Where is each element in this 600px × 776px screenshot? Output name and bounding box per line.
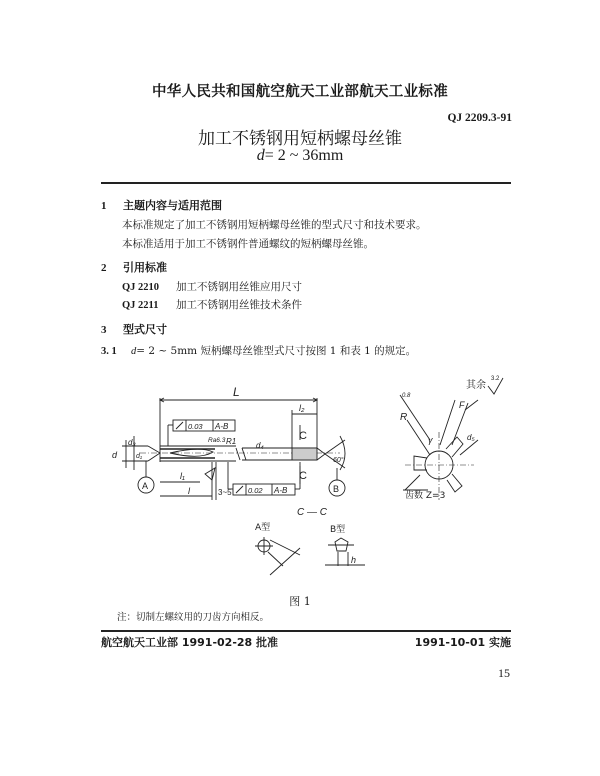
svg-text:其余: 其余 (466, 380, 486, 391)
svg-text:齿数 Z=3: 齿数 Z=3 (405, 491, 446, 501)
reference-code: QJ 2211 (122, 300, 159, 311)
section-1-paragraph-2: 本标准适用于加工不锈钢件普通螺纹的短柄螺母丝锥。 (122, 238, 374, 250)
svg-text:B: B (333, 484, 340, 494)
svg-text:d₅: d₅ (467, 433, 475, 442)
svg-text:60°: 60° (333, 457, 344, 464)
reference-title: 加工不锈钢用丝锥应用尺寸 (176, 281, 302, 293)
section-title: 型式尺寸 (123, 323, 167, 336)
page-number: 15 (498, 666, 510, 680)
svg-text:l₂: l₂ (299, 403, 305, 413)
section-number: 2 (101, 262, 107, 274)
subtitle-variable: d (256, 147, 265, 164)
svg-text:h: h (351, 555, 357, 565)
svg-text:d₁: d₁ (136, 453, 143, 460)
svg-text:R1: R1 (226, 437, 237, 446)
reference-title: 加工不锈钢用丝锥技术条件 (176, 299, 302, 311)
figure-note: 注：切制左螺纹用的刀齿方向相反。 (117, 612, 270, 623)
section-title: 主题内容与适用范围 (123, 199, 222, 212)
svg-text:C: C (299, 430, 307, 442)
svg-text:F: F (459, 400, 465, 410)
subtitle-range: = 2 ~ 36mm (264, 147, 344, 164)
svg-text:L: L (233, 385, 240, 399)
svg-text:γ: γ (428, 435, 433, 445)
section-number: 3 (101, 324, 107, 336)
section-number: 1 (101, 200, 107, 212)
document-title: 加工不锈钢用短柄螺母丝锥 (198, 129, 402, 149)
svg-text:A: A (142, 481, 149, 491)
svg-text:R: R (400, 412, 408, 423)
svg-text:C — C: C — C (297, 507, 327, 518)
effective-date: 1991-10-01 实施 (414, 636, 511, 649)
standard-number: QJ 2209.3-91 (447, 112, 512, 124)
approval-statement: 航空航天工业部 1991-02-28 批准 (101, 636, 279, 649)
section-1-paragraph-1: 本标准规定了加工不锈钢用短柄螺母丝锥的型式尺寸和技术要求。 (122, 219, 427, 231)
section-title: 引用标准 (123, 261, 167, 274)
svg-text:d₄: d₄ (256, 441, 264, 450)
svg-text:C: C (299, 470, 307, 482)
svg-text:d₃: d₃ (128, 438, 136, 447)
svg-text:3.2: 3.2 (491, 376, 500, 382)
svg-text:0.8: 0.8 (402, 393, 411, 399)
clause-number: 3. 1 (101, 346, 117, 357)
figure-caption: 图 1 (289, 595, 311, 608)
svg-text:3~5: 3~5 (218, 488, 232, 497)
svg-text:Ra6.3: Ra6.3 (208, 437, 226, 444)
clause-variable: d (131, 346, 137, 357)
svg-text:B型: B型 (330, 525, 346, 535)
svg-text:l₁: l₁ (180, 471, 185, 481)
svg-text:A型: A型 (255, 523, 271, 533)
svg-text:A-B: A-B (215, 422, 229, 431)
clause-text: = 2 ~ 5mm 短柄螺母丝锥型式尺寸按图 1 和表 1 的规定。 (136, 345, 417, 357)
svg-text:d: d (112, 450, 118, 460)
svg-text:0.03: 0.03 (188, 422, 203, 431)
svg-text:0.02: 0.02 (248, 486, 263, 495)
footer-divider (101, 630, 511, 632)
svg-text:A-B: A-B (274, 486, 288, 495)
svg-text:l: l (188, 486, 190, 496)
reference-code: QJ 2210 (122, 282, 160, 293)
issuing-organization: 中华人民共和国航空航天工业部航天工业标准 (152, 84, 448, 100)
